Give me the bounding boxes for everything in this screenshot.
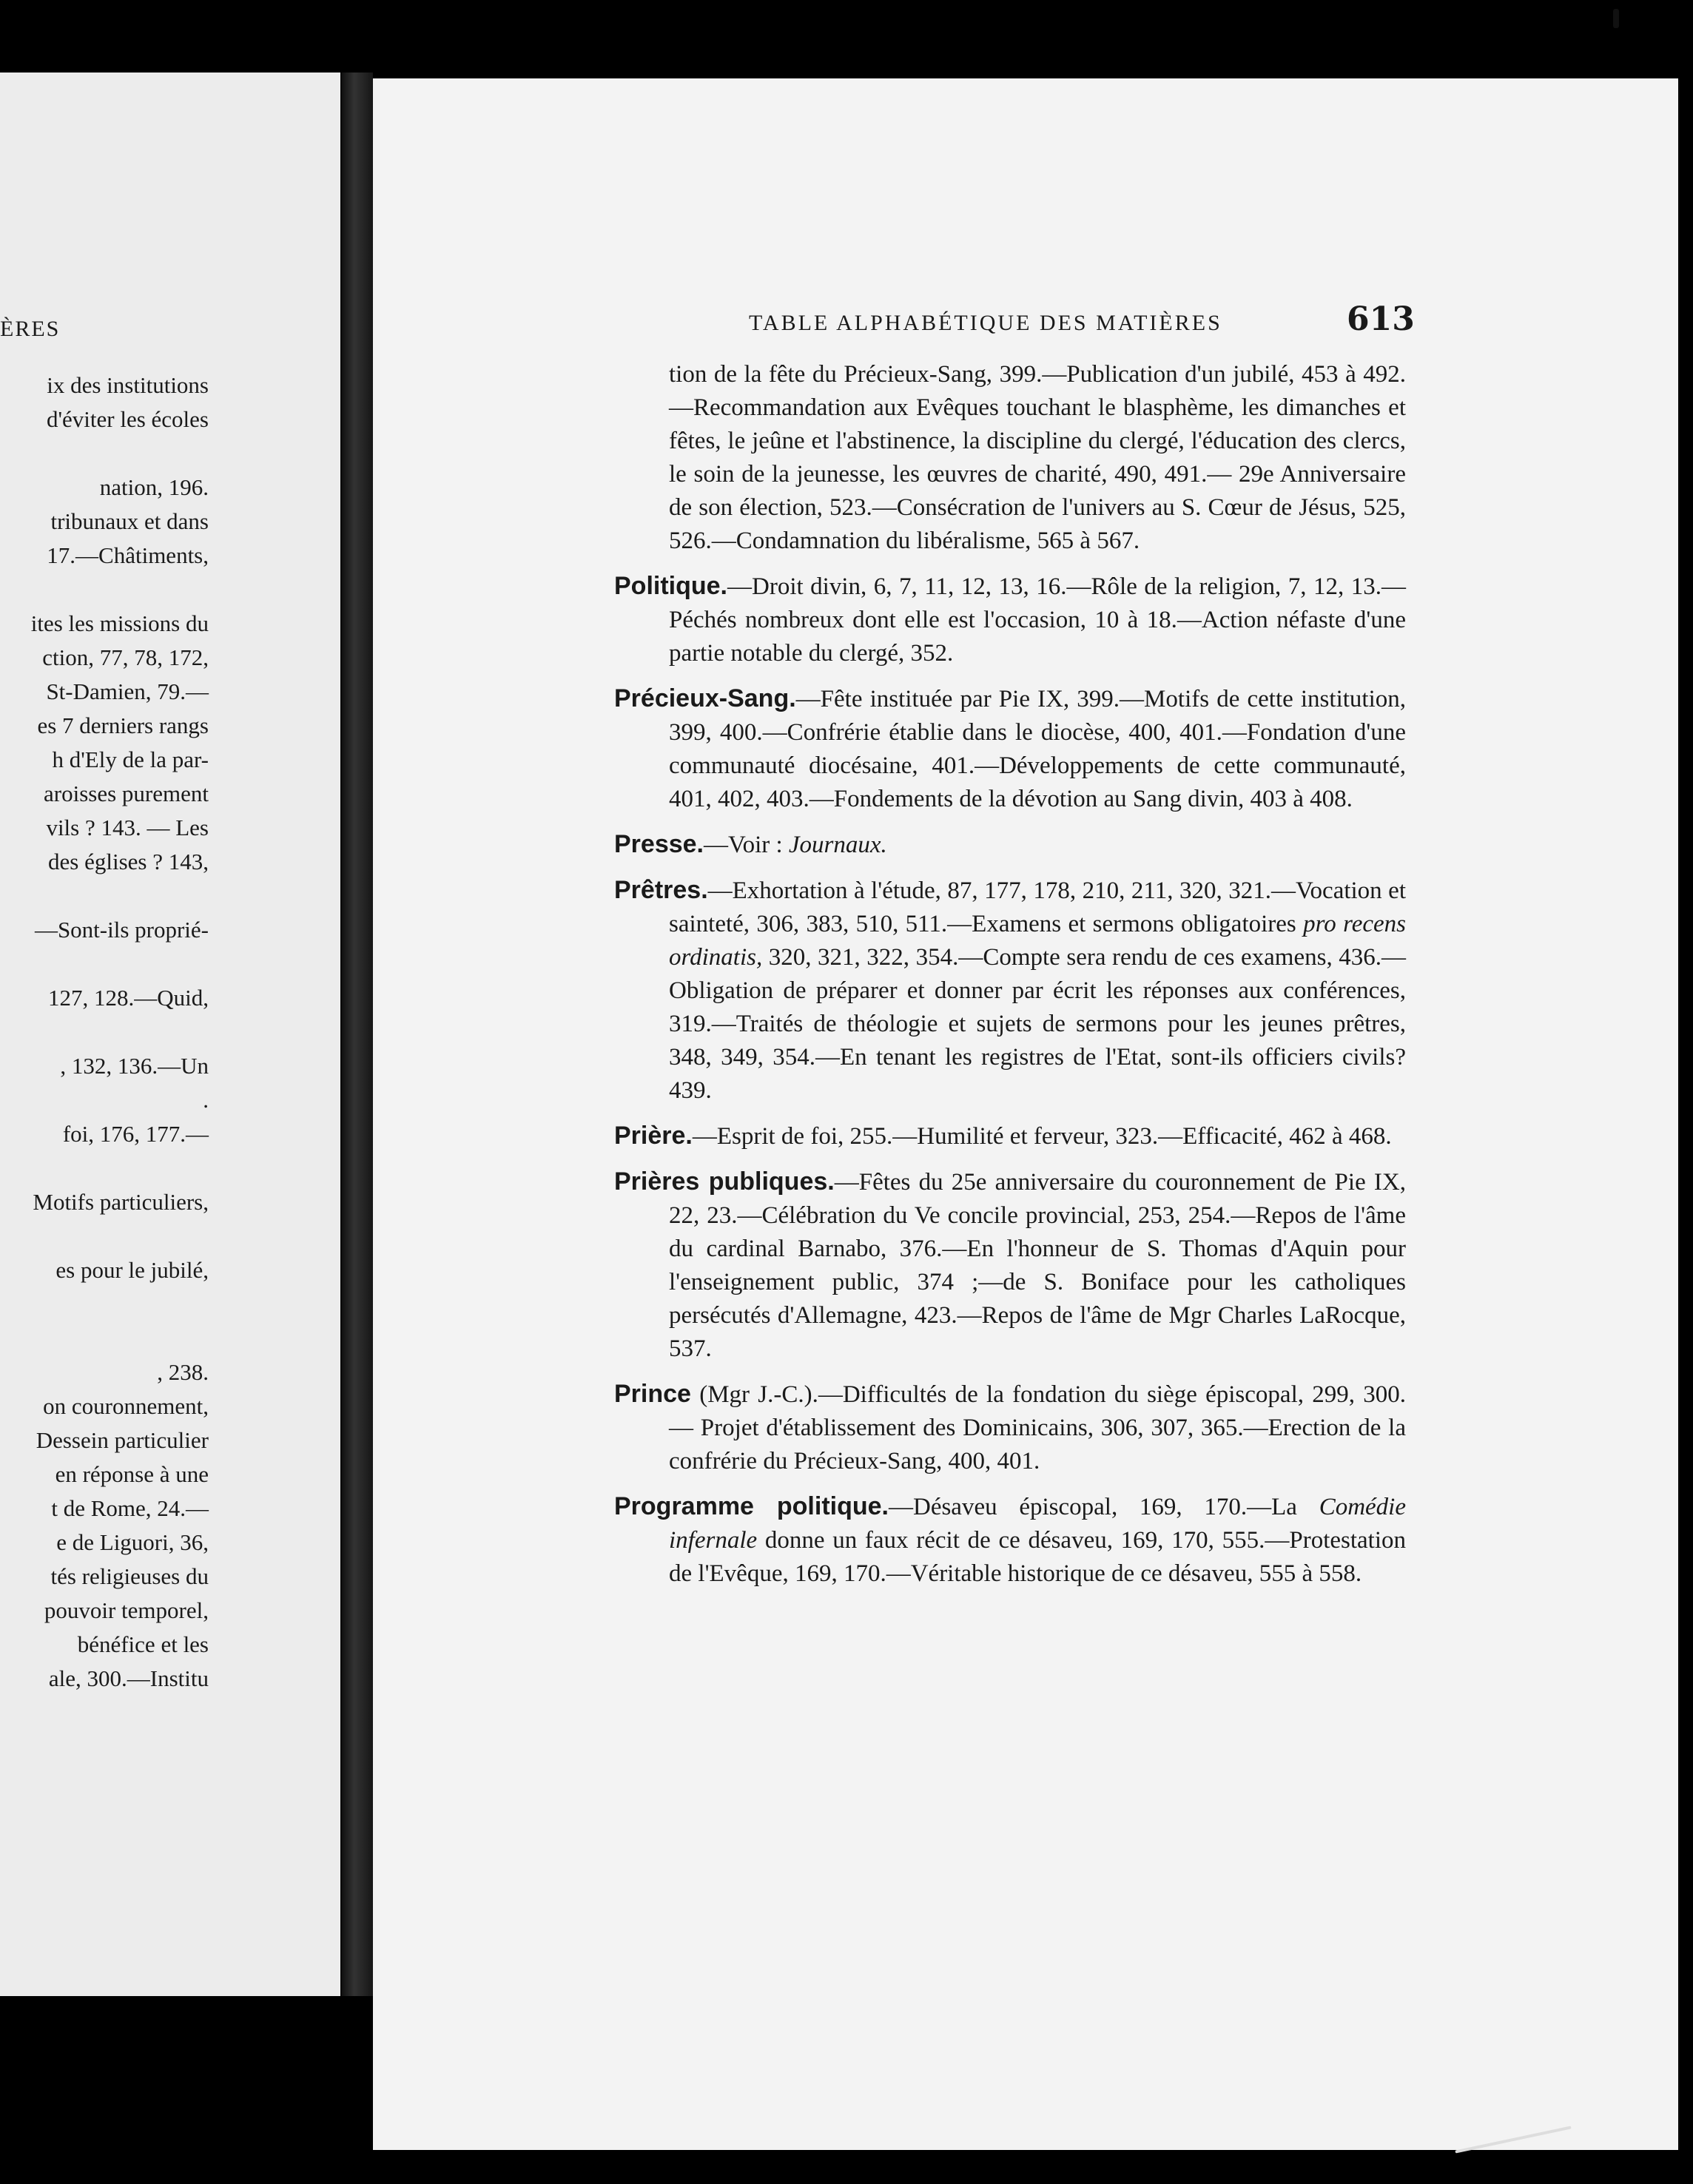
entry-term: Prières publiques. [614,1167,835,1196]
left-page-line: 17.—Châtiments, [47,542,209,568]
entry-term: Précieux-Sang. [614,684,796,712]
entry-text: —Voir : [704,832,789,858]
index-entry-presse [614,828,1406,862]
left-page-line: es 7 derniers rangs [37,712,209,738]
left-page-line: t de Rome, 24.— [51,1495,209,1521]
left-page-line: 127, 128.—Quid, [48,985,209,1011]
left-page-line: d'éviter les écoles [46,406,209,432]
entry-text: —Droit divin, 6, 7, 11, 12, 13, 16.—Rôle de la religion, 7, 12, 13.—Péchés nombreux dont elle est l'occasion, 10 à 18.—Action néfaste d'une partie notable du clergé, 352. [669,573,1406,667]
index-entry-programme-politique [614,1490,1406,1591]
left-page-line: tribunaux et dans [50,508,209,534]
running-head: TABLE ALPHABÉTIQUE DES MATIÈRES [749,311,1222,335]
index-entry-prieres-publiques [614,1165,1406,1366]
left-page-line: , 238. [157,1359,209,1385]
entry-term: Prière. [614,1122,693,1150]
left-page-line: —Sont-ils proprié- [34,917,209,943]
entry-italic: Comédie infernale [669,1494,1406,1554]
index-content [614,358,1406,1602]
entry-text-continued: 320, 321, 322, 354.—Compte sera rendu de ces examens, 436.—Obligation de préparer et donner par écrit les réponses aux conférences, 319.—Traités de théologie et sujets de sermons pour les jeunes prêtres, 348, 349, 354.—En tenant les registres de l'Etat, sont-ils officiers civils? 439. [669,944,1406,1104]
entry-text: —Fête instituée par Pie IX, 399.—Motifs de cette institution, 399, 400.—Confrérie établie dans le diocèse, 400, 401.—Fondation d'une communauté diocésaine, 401.—Développements de cette communauté, 401, 402, 403.—Fondements de la dévotion au Sang divin, 403 à 408. [669,686,1406,812]
left-page-line: es pour le jubilé, [55,1257,209,1283]
entry-term: Politique. [614,572,727,600]
entry-text: —Désaveu épiscopal, 169, 170.—La [888,1494,1319,1520]
left-page-line: ale, 300.—Institu [48,1665,209,1691]
left-page [0,73,340,1996]
left-page-line: vils ? 143. — Les [46,815,209,840]
index-entry-pretres [614,874,1406,1108]
left-page-line: pouvoir temporel, [44,1597,209,1623]
index-entry-prince [614,1378,1406,1478]
left-page-line: Dessein particulier [36,1427,209,1453]
entry-text: —Esprit de foi, 255.—Humilité et ferveur, 323.—Efficacité, 462 à 468. [692,1123,1392,1150]
left-page-line: St-Damien, 79.— [46,678,209,704]
entry-text: —Fêtes du 25e anniversaire du couronnement de Pie IX, 22, 23.—Célébration du Ve concile provincial, 253, 254.—Repos de l'âme du cardinal Barnabo, 376.—En l'honneur de S. Thomas d'Aquin pour l'enseignement public, 374 ;—de S. Boniface pour les catholiques persécutés d'Allemagne, 423.—Repos de l'âme de Mgr Charles LaRocque, 537. [669,1169,1406,1362]
index-entry-precieux-sang [614,682,1406,816]
left-page-line: bénéfice et les [77,1631,209,1657]
entry-text: (Mgr J.-C.).—Difficultés de la fondation du siège épiscopal, 299, 300.— Projet d'établissement des Dominicains, 306, 307, 365.—Erection de la confrérie du Précieux-Sang, 400, 401. [669,1381,1406,1474]
scan-speck [1613,9,1619,28]
left-page-line: ction, 77, 78, 172, [42,644,209,670]
left-page-line: e de Liguori, 36, [56,1529,209,1555]
left-page-line: h d'Ely de la par- [52,746,209,772]
book-gutter [342,73,373,1996]
index-entry-politique [614,570,1406,670]
page-number: 613 [1347,300,1415,338]
entry-term: Programme politique. [614,1492,889,1520]
entry-term: Prêtres. [614,876,708,904]
left-page-line: en réponse à une [55,1461,209,1487]
left-page-line: tés religieuses du [50,1563,209,1589]
left-page-line: , 132, 136.—Un [60,1053,209,1079]
entry-text-continued: donne un faux récit de ce désaveu, 169, 170, 555.—Protestation de l'Evêque, 169, 170.—Véritable historique de ce désaveu, 555 à 558. [669,1527,1406,1587]
index-entry-priere [614,1119,1406,1153]
left-page-line: ites les missions du [30,610,209,636]
left-page-line: on couronnement, [43,1393,209,1419]
left-page-line: des églises ? 143, [48,849,209,874]
left-running-head: ÈRES [0,317,61,341]
continuation-entry: tion de la fête du Précieux-Sang, 399.—Publication d'un jubilé, 453 à 492.—Recommandation aux Evêques touchant le blasphème, les dimanches et fêtes, le jeûne et l'abstinence, la discipline du clergé, l'éducation des clercs, le soin de la jeunesse, les œuvres de charité, 490, 491.— 29e Anniversaire de son élection, 523.—Consécration de l'univers au S. Cœur de Jésus, 525, 526.—Condamnation du libéralisme, 565 à 567. [669,361,1406,554]
left-page-line: aroisses purement [44,781,209,806]
entry-term: Presse. [614,830,704,858]
entry-term: Prince [614,1380,691,1408]
entry-text: —Exhortation à l'étude, 87, 177, 178, 210, 211, 320, 321.—Vocation et sainteté, 306, 383, 510, 511.—Examens et sermons obligatoires [669,877,1406,937]
left-page-line: nation, 196. [99,474,209,500]
entry-italic: Journaux. [788,832,887,858]
left-page-line: ix des institutions [47,372,209,398]
entry-italic: pro recens ordinatis, [669,911,1406,971]
left-page-line: . [203,1087,209,1113]
left-page-line: Motifs particuliers, [33,1189,209,1215]
left-page-line: foi, 176, 177.— [62,1121,209,1147]
right-page [373,78,1678,2150]
